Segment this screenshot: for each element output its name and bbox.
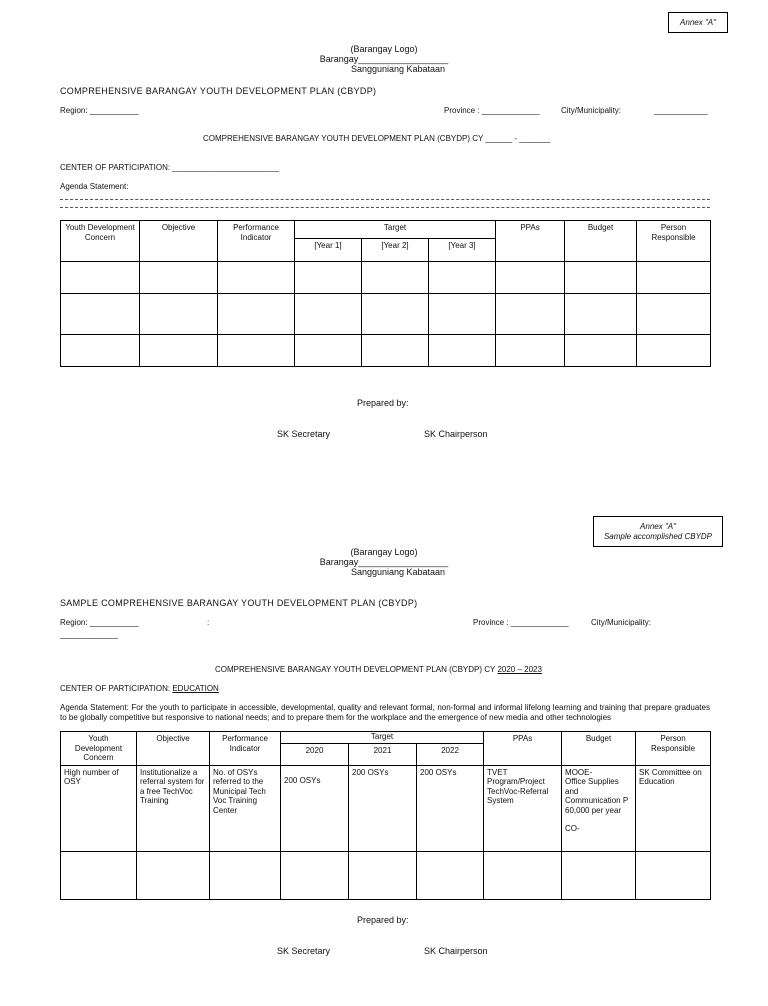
cell-budget xyxy=(562,765,636,851)
barangay-logo-placeholder: (Barangay Logo) xyxy=(350,547,418,557)
cell-ppas: TVET Program/Project TechVoc-Referral System xyxy=(484,765,562,851)
header-target: Target xyxy=(281,732,484,744)
sk-secretary-label: SK Secretary xyxy=(277,946,331,956)
header-person: Person Responsible xyxy=(637,221,711,262)
header-objective: Objective xyxy=(140,221,218,262)
sangguniang-kabataan: Sangguniang Kabataan xyxy=(350,567,446,577)
cell-target-2020: 200 OSYs xyxy=(281,765,349,851)
agenda-statement xyxy=(60,703,710,723)
header-target: Target xyxy=(295,221,496,239)
cell-objective: Institutionalize a referral system for a free TechVoc Training xyxy=(137,765,210,851)
province-field: Province : _____________ xyxy=(473,618,569,627)
header-person: Person Responsible xyxy=(636,732,711,766)
budget-co: CO- xyxy=(565,824,580,833)
cbydp-table-sample xyxy=(60,731,711,900)
sample-label: Sample accomplished CBYDP xyxy=(603,532,713,541)
plan-cy-line xyxy=(215,665,542,674)
agenda-statement: Agenda Statement: xyxy=(60,182,129,191)
table-row xyxy=(61,262,711,294)
table-row xyxy=(61,294,711,335)
header-year-1: [Year 1] xyxy=(295,239,362,262)
cell-target-2021: 200 OSYs xyxy=(349,765,417,851)
barangay-logo-placeholder: (Barangay Logo) xyxy=(350,44,418,54)
table-row xyxy=(61,765,711,851)
header-ppas: PPAs xyxy=(484,732,562,766)
plan-title: COMPREHENSIVE BARANGAY YOUTH DEVELOPMENT PLAN (CBYDP) xyxy=(60,86,377,96)
prepared-by: Prepared by: xyxy=(357,398,409,408)
header-concern: Youth Development Concern xyxy=(61,732,137,766)
header-indicator: Performance Indicator xyxy=(210,732,281,766)
cbydp-table-blank xyxy=(60,220,711,367)
cell-indicator: No. of OSYs referred to the Municipal Tech Voc Training Center xyxy=(210,765,281,851)
sample-plan-title: SAMPLE COMPREHENSIVE BARANGAY YOUTH DEVELOPMENT PLAN (CBYDP) xyxy=(60,598,418,608)
table-row xyxy=(61,335,711,367)
header-year-3: [Year 3] xyxy=(429,239,496,262)
colon-separator: : xyxy=(207,618,210,627)
cell-target-2022: 200 OSYs xyxy=(417,765,484,851)
header-concern: Youth Development Concern xyxy=(61,221,140,262)
sk-secretary-label: SK Secretary xyxy=(277,429,331,439)
header-year-2020: 2020 xyxy=(281,743,349,765)
plan-cy-years: 2020 – 2023 xyxy=(497,665,542,674)
region-field: Region: ___________ xyxy=(60,618,139,627)
region-field: Region: ___________ xyxy=(60,106,139,115)
header-budget: Budget xyxy=(565,221,637,262)
city-blank: ____________ xyxy=(654,106,708,115)
agenda-label: Agenda Statement: xyxy=(60,703,129,712)
table-row xyxy=(61,851,711,899)
sk-chairperson-label: SK Chairperson xyxy=(424,429,488,439)
city-label: City/Municipality: xyxy=(591,618,652,627)
header-year-2022: 2022 xyxy=(417,743,484,765)
agenda-blank-line xyxy=(60,199,710,200)
header-objective: Objective xyxy=(137,732,210,766)
prepared-by: Prepared by: xyxy=(357,915,409,925)
barangay-line: Barangay__________________ xyxy=(319,557,449,567)
province-field: Province : _____________ xyxy=(444,106,540,115)
plan-cy-prefix: COMPREHENSIVE BARANGAY YOUTH DEVELOPMENT PLAN (CBYDP) CY xyxy=(215,665,498,674)
sangguniang-kabataan: Sangguniang Kabataan xyxy=(350,64,446,74)
annex-label: Annex "A" xyxy=(640,522,676,531)
header-indicator: Performance Indicator xyxy=(218,221,295,262)
center-value: EDUCATION xyxy=(172,684,219,693)
agenda-text: For the youth to participate in accessible, developmental, quality and relevant formal, non-formal and informal lifelong learning and training that prepare graduates to be globally competitive but responsive to national needs; and to prepare them for the workplace and the emergence of new media and other technologies xyxy=(60,703,710,722)
center-of-participation xyxy=(60,684,219,693)
agenda-blank-line xyxy=(60,207,710,208)
cell-concern: High number of OSY xyxy=(61,765,137,851)
barangay-line: Barangay__________________ xyxy=(319,54,449,64)
plan-cy-line: COMPREHENSIVE BARANGAY YOUTH DEVELOPMENT PLAN (CBYDP) CY ______ - _______ xyxy=(203,134,551,143)
header-year-2021: 2021 xyxy=(349,743,417,765)
center-label: CENTER OF PARTICIPATION: xyxy=(60,684,173,693)
city-label: City/Municipality: xyxy=(561,106,622,115)
budget-mooe: MOOE- xyxy=(565,767,593,777)
sk-chairperson-label: SK Chairperson xyxy=(424,946,488,956)
budget-office-supplies: Office Supplies and Communication P 60,000 per year xyxy=(565,777,629,815)
center-of-participation: CENTER OF PARTICIPATION: ________________________ xyxy=(60,163,280,172)
header-ppas: PPAs xyxy=(496,221,565,262)
header-year-2: [Year 2] xyxy=(362,239,429,262)
city-blank: _____________ xyxy=(60,630,118,639)
annex-label: Annex "A" xyxy=(668,12,728,33)
annex-sample-box xyxy=(593,516,723,547)
header-budget: Budget xyxy=(562,732,636,766)
cell-person: SK Committee on Education xyxy=(636,765,711,851)
